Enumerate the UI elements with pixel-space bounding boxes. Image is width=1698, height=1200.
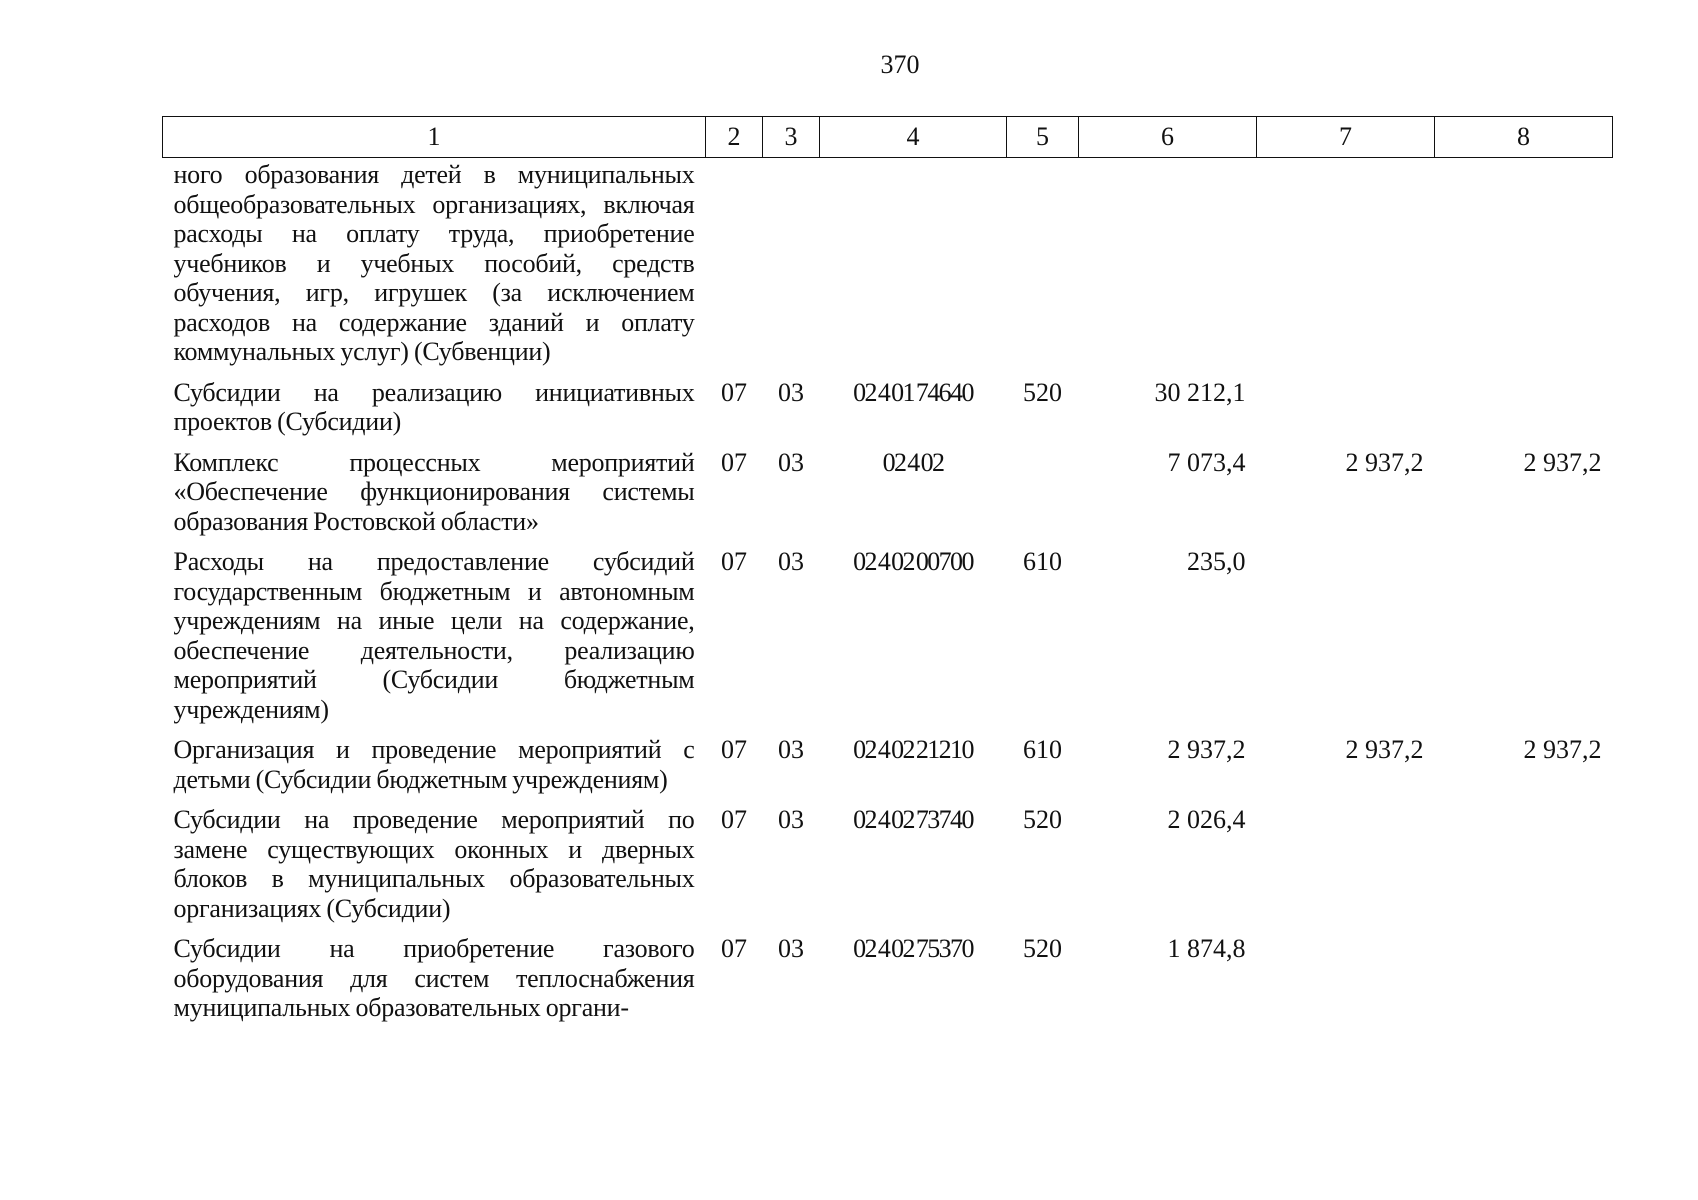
column-header: 2 <box>706 117 763 158</box>
value-col6: 2 026,4 <box>1167 805 1246 834</box>
row-name: Субсидии на реализацию инициативных проектов (Субсидии) <box>173 377 695 436</box>
column-header: 5 <box>1007 117 1079 158</box>
podrazdel-cell: 03 <box>778 934 804 963</box>
razdel-cell: 07 <box>721 735 747 764</box>
value-col6: 30 212,1 <box>1154 377 1246 407</box>
page-number: 370 <box>880 50 920 79</box>
table-row <box>163 805 1613 934</box>
razdel-cell: 07 <box>721 447 747 477</box>
value-col8: 2 937,2 <box>1523 735 1602 764</box>
csr-cell: 02 4 02 21210 <box>853 735 973 764</box>
row-name: Комплекс процессных мероприятий «Обеспечение функционирования системы образования Ростовской области» <box>173 447 695 536</box>
vr-cell <box>1007 158 1079 378</box>
csr-cell: 02 4 01 74640 <box>853 377 973 407</box>
table-row <box>163 547 1613 735</box>
value-col8 <box>1435 547 1613 735</box>
table-row <box>163 448 1613 548</box>
value-col6: 2 937,2 <box>1167 735 1246 764</box>
row-name: Субсидии на приобретение газового оборудования для систем теплоснабжения муниципальных образовательных органи- <box>173 934 695 1022</box>
podrazdel-cell: 03 <box>778 447 804 477</box>
column-header: 3 <box>763 117 820 158</box>
value-col8 <box>1435 378 1613 448</box>
value-col7 <box>1257 547 1435 735</box>
vr-cell: 520 <box>1023 934 1062 963</box>
row-name: Организация и проведение мероприятий с детьми (Субсидии бюджетным учреждениям) <box>173 735 695 794</box>
razdel-cell: 07 <box>721 547 747 576</box>
razdel-cell: 07 <box>721 934 747 963</box>
row-name: Расходы на предоставление субсидий государственным бюджетным и автономным учреждениям на иные цели на содержание, обеспечение деятельности, реализацию мероприятий (Субсидии бюджетным учреждениям) <box>173 547 695 724</box>
table-row <box>163 735 1613 805</box>
value-col7 <box>1257 805 1435 934</box>
podrazdel-cell: 03 <box>778 735 804 764</box>
budget-table <box>162 116 1613 1034</box>
value-col7: 2 937,2 <box>1345 735 1424 764</box>
table-row <box>163 378 1613 448</box>
csr-cell: 02 4 02 75370 <box>853 934 973 963</box>
csr-cell <box>820 158 1007 378</box>
column-header: 7 <box>1257 117 1435 158</box>
vr-cell <box>1007 448 1079 548</box>
table-header-row <box>163 117 1613 158</box>
csr-cell: 02 4 02 00700 <box>853 547 973 576</box>
row-name: ного образования детей в муниципальных общеобразовательных организациях, включая расходы на оплату труда, приобретение учебников и учебных пособий, средств обучения, игр, игрушек (за исключением расходов на содержание зданий и оплату коммунальных услуг) (Субвенции) <box>173 160 695 366</box>
csr-cell: 02 4 02 <box>882 447 944 477</box>
vr-cell: 610 <box>1023 735 1062 764</box>
value-col6: 235,0 <box>1187 547 1246 576</box>
value-col8 <box>1435 805 1613 934</box>
column-header: 6 <box>1079 117 1257 158</box>
csr-cell: 02 4 02 73740 <box>853 805 973 834</box>
razdel-cell: 07 <box>721 805 747 834</box>
razdel-cell <box>706 158 763 378</box>
vr-cell: 610 <box>1023 547 1062 576</box>
column-header: 8 <box>1435 117 1613 158</box>
value-col8 <box>1435 934 1613 1034</box>
value-col8: 2 937,2 <box>1523 447 1602 477</box>
podrazdel-cell: 03 <box>778 547 804 576</box>
column-header: 4 <box>820 117 1007 158</box>
vr-cell: 520 <box>1023 805 1062 834</box>
value-col7 <box>1257 934 1435 1034</box>
value-col7: 2 937,2 <box>1345 447 1424 477</box>
table-row <box>163 158 1613 378</box>
column-header: 1 <box>163 117 706 158</box>
podrazdel-cell: 03 <box>778 377 804 407</box>
podrazdel-cell: 03 <box>778 805 804 834</box>
table-row <box>163 934 1613 1034</box>
value-col6: 7 073,4 <box>1167 447 1246 477</box>
value-col8 <box>1435 158 1613 378</box>
podrazdel-cell <box>763 158 820 378</box>
razdel-cell: 07 <box>721 377 747 407</box>
value-col6: 1 874,8 <box>1167 934 1246 963</box>
value-col7 <box>1257 158 1435 378</box>
value-col6 <box>1079 158 1257 378</box>
vr-cell: 520 <box>1023 377 1062 407</box>
value-col7 <box>1257 378 1435 448</box>
row-name: Субсидии на проведение мероприятий по замене существующих оконных и дверных блоков в муниципальных образовательных организациях (Субсидии) <box>173 805 695 923</box>
